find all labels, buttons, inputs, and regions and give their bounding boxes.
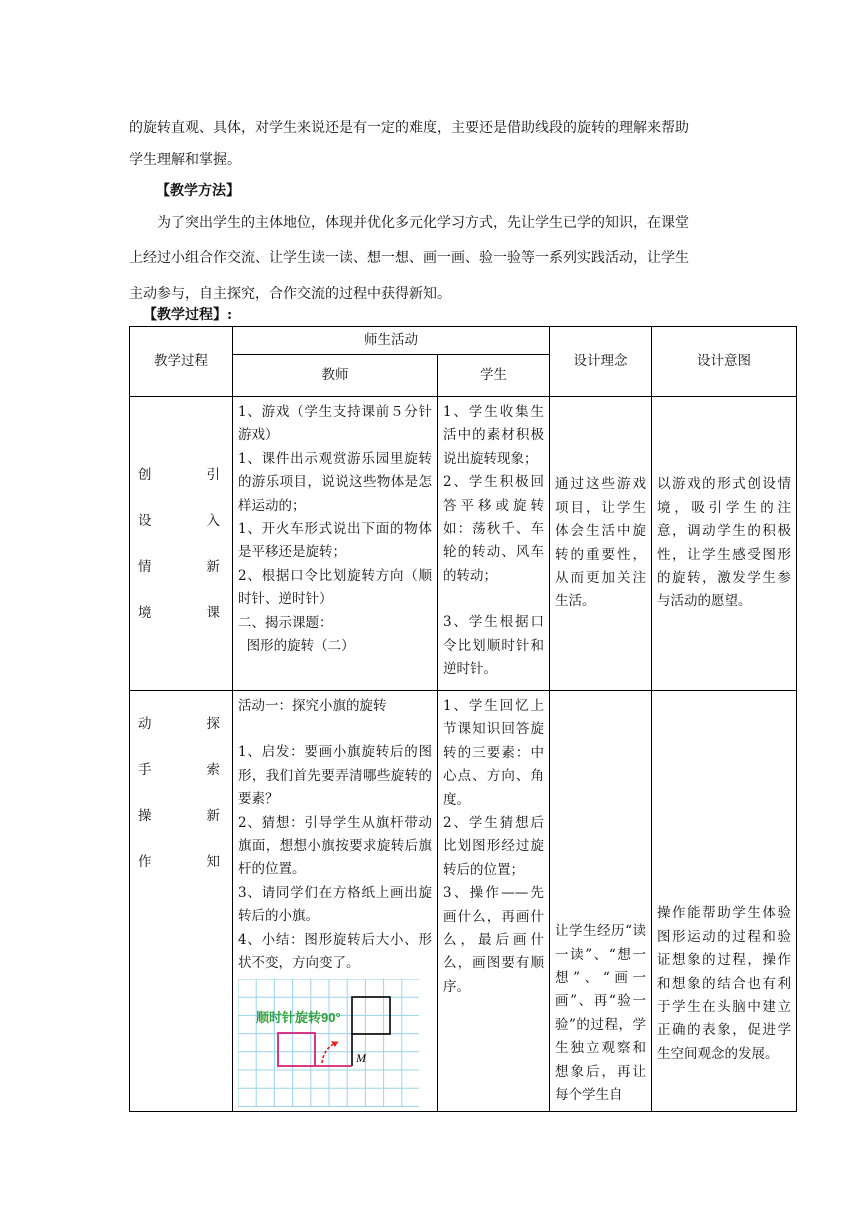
original-flag bbox=[278, 1033, 315, 1066]
stage-char: 动 bbox=[138, 716, 152, 732]
teacher-item: 2、根据口令比划旋转方向（顺时针、逆时针） bbox=[238, 567, 432, 608]
section-heading-process: 【教学过程】: bbox=[143, 307, 233, 323]
rotation-label: 顺时针旋转90° bbox=[256, 1010, 341, 1026]
student-item: 3、操作——先画什么，再画什么，最后画什么，画图要有顺序。 bbox=[443, 885, 544, 995]
teaching-process-table bbox=[129, 326, 797, 1112]
teacher-cell-explore bbox=[233, 691, 438, 1112]
section-heading-method: 【教学方法】 bbox=[156, 183, 240, 199]
teacher-item: 1、游戏（学生支持课前５分针游戏） bbox=[238, 404, 432, 444]
stage-char: 创 bbox=[138, 466, 152, 483]
teacher-item: 1、启发：要画小旗旋转后的图形，我们首先要弄清哪些旋转的要素？ bbox=[238, 744, 432, 808]
stage-char: 设 bbox=[138, 512, 152, 529]
student-item: 2、学生积极回答平移或旋转如：荡秋千、车轮的转动、风车的转动； bbox=[443, 474, 544, 584]
stage-char: 新 bbox=[206, 808, 220, 824]
stage-char: 情 bbox=[138, 558, 152, 575]
intro-line-1: 的旋转直观、具体，对学生来说还是有一定的难度，主要还是借助线段的旋转的理解来帮助 bbox=[129, 120, 689, 136]
stage-char: 新 bbox=[206, 558, 220, 575]
student-spacer bbox=[443, 588, 544, 611]
activity-title: 活动一：探究小旗的旋转 bbox=[238, 698, 387, 714]
intent-cell-intro: 以游戏的形式创设情境，吸引学生的注意，调动学生的积极性，让学生感受图形的旋转，激发学生参与活动的愿望。 bbox=[652, 397, 797, 691]
teacher-spacer bbox=[238, 718, 432, 741]
center-point-label: M bbox=[356, 1051, 366, 1066]
arrow-head bbox=[331, 1041, 338, 1047]
method-line-3: 主动参与，自主探究，合作交流的过程中获得新知。 bbox=[129, 286, 451, 302]
stage-char: 索 bbox=[206, 762, 220, 778]
header-teacher: 教师 bbox=[233, 355, 438, 397]
stage-char: 手 bbox=[138, 762, 152, 778]
header-activity: 师生活动 bbox=[233, 327, 550, 355]
concept-cell-intro: 通过这些游戏项目，让学生体会生活中旋转的重要性，从而更加关注生活。 bbox=[550, 397, 652, 691]
header-student: 学生 bbox=[438, 355, 550, 397]
stage-char: 入 bbox=[206, 512, 220, 529]
teacher-item: 1、开火车形式说出下面的物体是平移还是旋转； bbox=[238, 521, 432, 561]
stage-cell-explore bbox=[130, 691, 233, 1112]
stage-char: 操 bbox=[138, 808, 152, 824]
intent-cell-explore: 操作能帮助学生体验图形运动的过程和验证想象的过程，操作和想象的结合也有利于学生在头脑中建立正确的表象，促进学生空间观念的发展。 bbox=[652, 691, 797, 1112]
teacher-item: 1、课件出示观赏游乐园里旋转的游乐项目，说说这些物体是怎样运动的； bbox=[238, 450, 432, 514]
teacher-item: 3、请同学们在方格纸上画出旋转后的小旗。 bbox=[238, 884, 432, 925]
stage-cell-intro bbox=[130, 397, 233, 691]
student-item: 3、学生根据口令比划顺时针和逆时针。 bbox=[443, 614, 544, 678]
method-line-1: 为了突出学生的主体地位，体现并优化多元化学习方式，先让学生已学的知识，在课堂 bbox=[157, 215, 689, 231]
student-item: 1、学生收集生活中的素材积极说出旋转现象； bbox=[443, 404, 544, 467]
concept-cell-explore: 让学生经历“读一读”、“想一想”、“画一画”、再“验一验”的过程，学生独立观察和想象后，再让每个学生自 bbox=[550, 691, 652, 1112]
header-intent: 设计意图 bbox=[652, 327, 797, 397]
grid-lines bbox=[238, 979, 419, 1107]
stage-char: 境 bbox=[138, 604, 152, 621]
header-concept: 设计理念 bbox=[550, 327, 652, 397]
stage-char: 引 bbox=[206, 466, 220, 483]
method-line-2: 上经过小组合作交流、让学生读一读、想一想、画一画、验一验等一系列实践活动，让学生 bbox=[129, 250, 689, 266]
stage-char: 探 bbox=[206, 716, 220, 732]
student-cell-intro bbox=[438, 397, 550, 691]
stage-char: 课 bbox=[206, 604, 220, 621]
header-process: 教学过程 bbox=[130, 327, 233, 397]
teacher-item: 2、猜想：引导学生从旗杆带动旗面，想想小旗按要求旋转后旗杆的位置。 bbox=[238, 814, 432, 878]
stage-char: 知 bbox=[206, 854, 220, 870]
teacher-item: 二、揭示课题： bbox=[238, 614, 333, 631]
teacher-cell-intro bbox=[233, 397, 438, 691]
rotation-grid-figure bbox=[238, 979, 419, 1107]
teacher-item: 4、小结：图形旋转后大小、形状不变，方向变了。 bbox=[238, 931, 432, 972]
lesson-title: 图形的旋转（二） bbox=[238, 638, 355, 655]
intro-line-2: 学生理解和掌握。 bbox=[129, 152, 241, 168]
stage-char: 作 bbox=[138, 854, 152, 870]
student-item: 1、学生回忆上节课知识回答旋转的三要素：中心点、方向、角度。 bbox=[443, 698, 544, 808]
student-item: 2、学生猜想后比划图形经过旋转后的位置； bbox=[443, 815, 544, 878]
student-cell-explore bbox=[438, 691, 550, 1112]
